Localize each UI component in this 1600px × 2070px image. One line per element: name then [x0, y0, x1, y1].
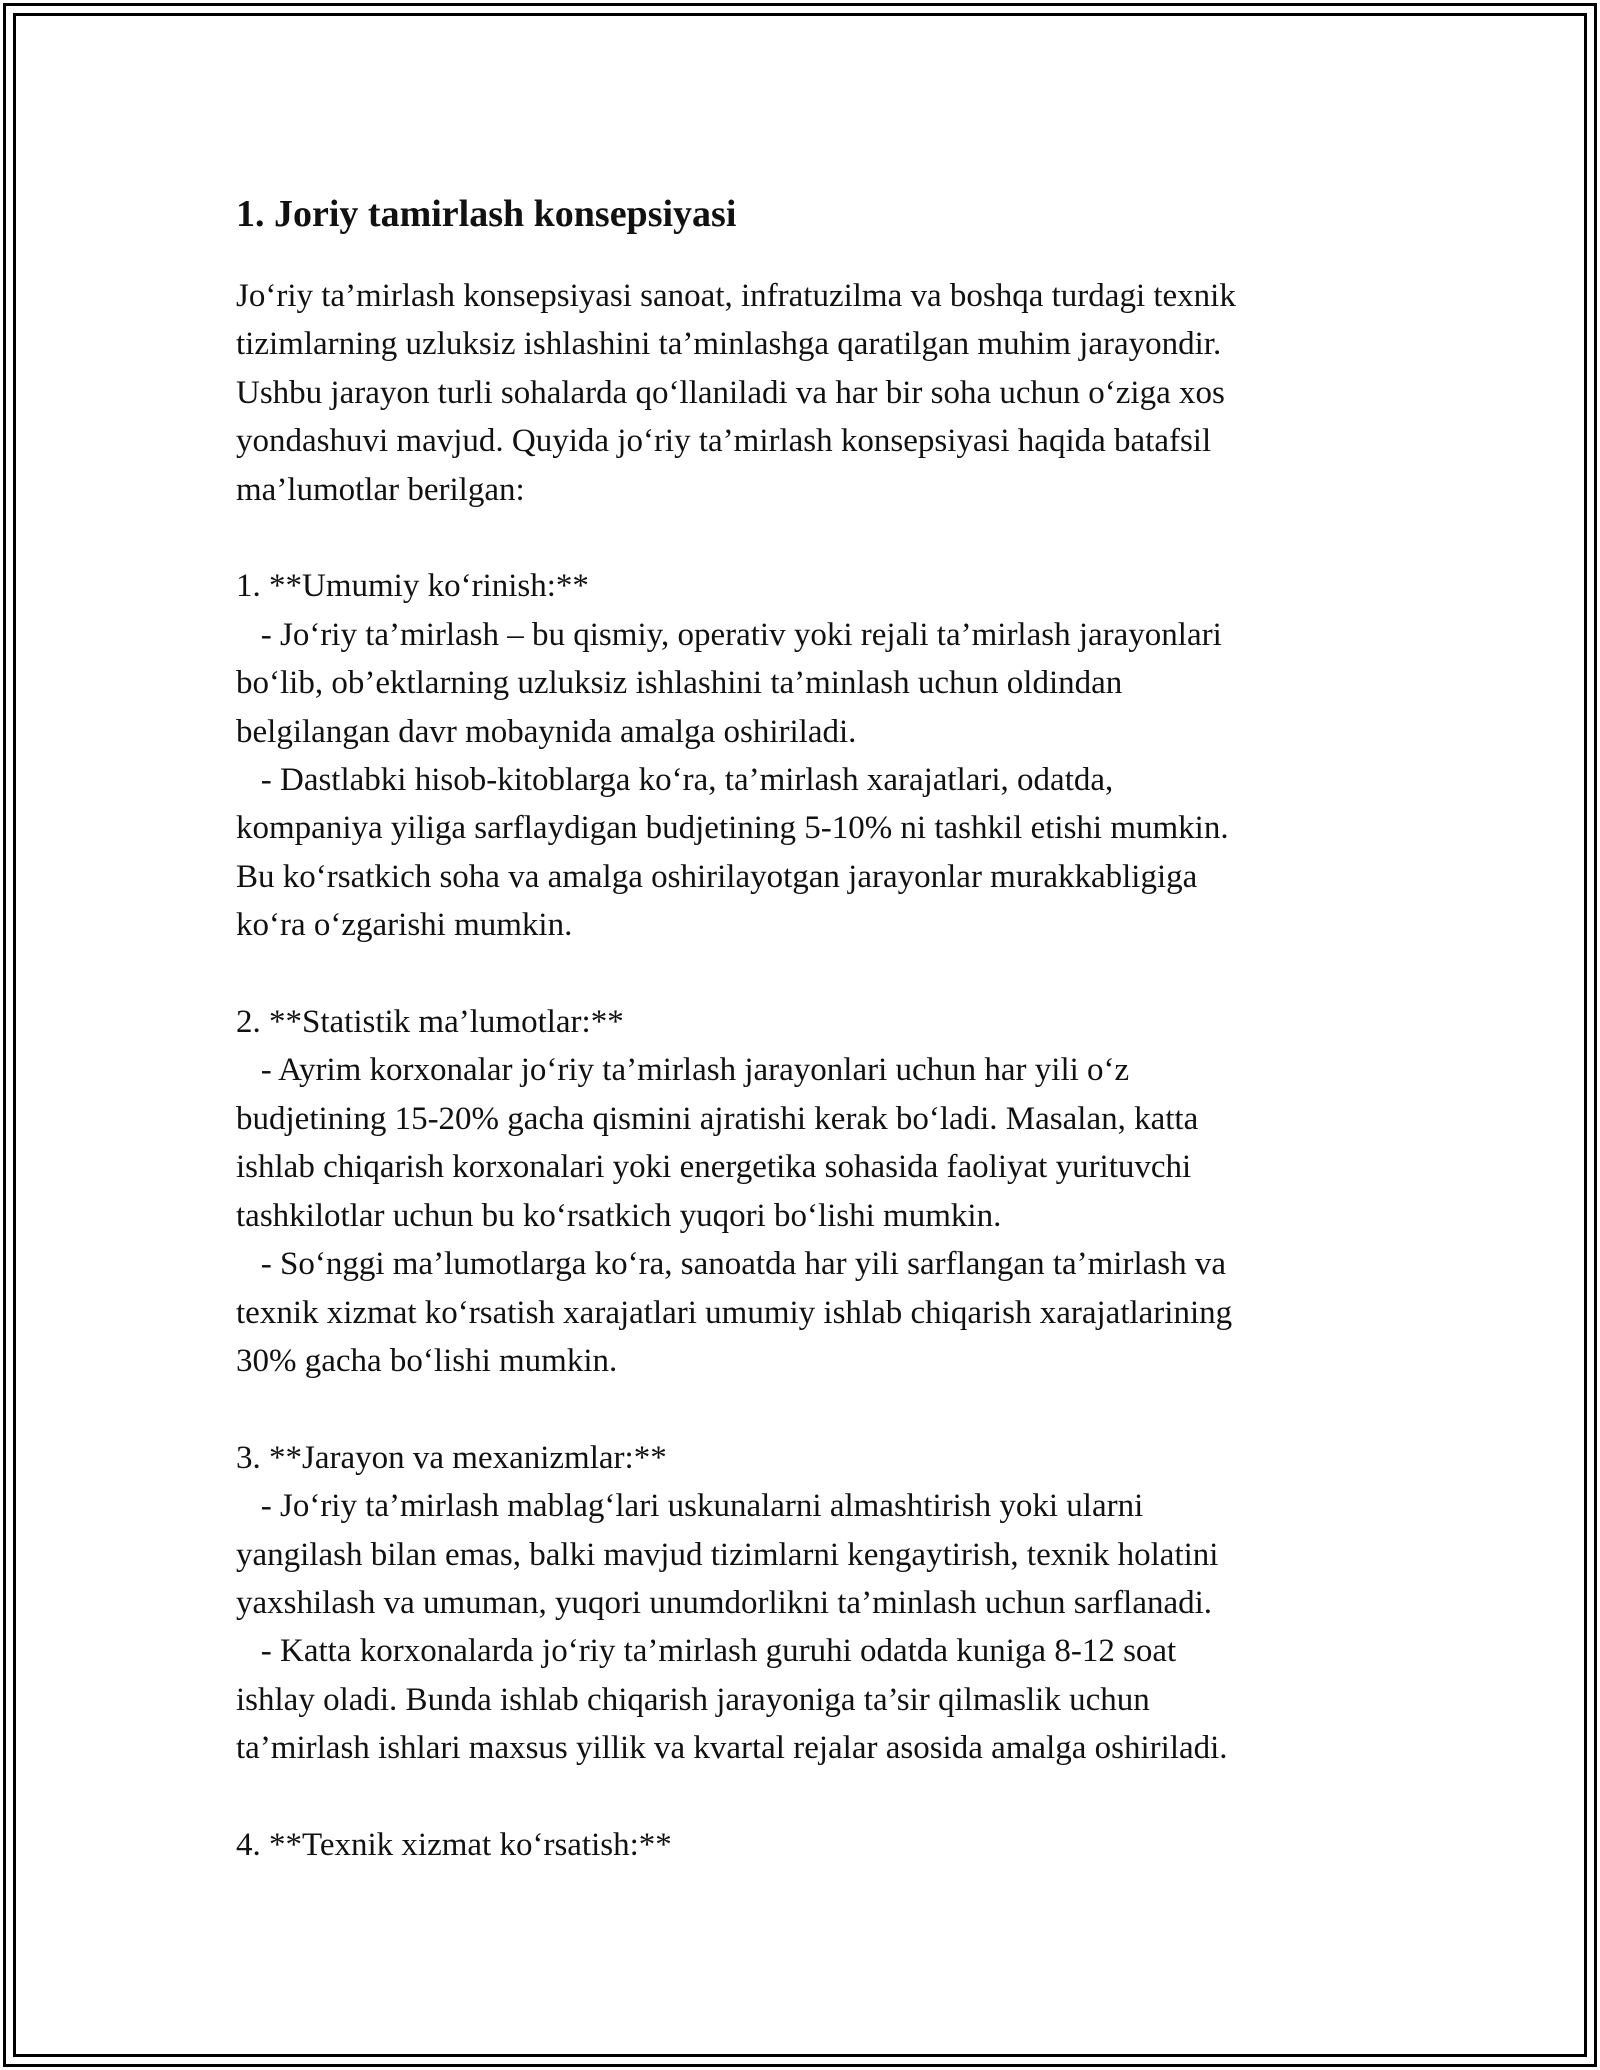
intro-paragraph: Jo‘riy ta’mirlash konsepsiyasi sanoat, infratuzilma va boshqa turdagi texnik tizimlarning uzluksiz ishlashini ta’minlashga qaratilgan muhim jarayondir. Ushbu jarayon turli sohalarda qo‘llaniladi va har bir soha uchun o‘ziga xos yondashuvi mavjud. Quyida jo‘riy ta’mirlash konsepsiyasi haqida batafsil ma’lumotlar berilgan: [236, 278, 1236, 508]
section-overview: 1. **Umumiy ko‘rinish:** - Jo‘riy ta’mirlash – bu qismiy, operativ yoki rejali ta’mirlash jarayonlari bo‘lib, ob’ektlarning uzluksiz ishlashini ta’minlash uchun oldindan belgilangan davr mobaynida amalga oshiriladi. - Dastlabki hisob-kitoblarga ko‘ra, ta’mirlash xarajatlari, odatda, kompaniya yiliga sarflaydigan budjetining 5-10% ni tashkil etishi mumkin. Bu ko‘rsatkich soha va amalga oshirilayotgan jarayonlar murakkabligiga ko‘ra o‘zgarishi mumkin. [236, 568, 1229, 944]
document-page [236, 186, 1366, 1869]
section-statistics: 2. **Statistik ma’lumotlar:** - Ayrim korxonalar jo‘riy ta’mirlash jarayonlari uchun har yili o‘z budjetining 15-20% gacha qismini ajratishi kerak bo‘ladi. Masalan, katta ishlab chiqarish korxonalari yoki energetika sohasida faoliyat yurituvchi tashkilotlar uchun bu ko‘rsatkich yuqori bo‘lishi mumkin. - So‘nggi ma’lumotlarga ko‘ra, sanoatda har yili sarflangan ta’mirlash va texnik xizmat ko‘rsatish xarajatlari umumiy ishlab chiqarish xarajatlarining 30% gacha bo‘lishi mumkin. [236, 1004, 1233, 1379]
section-process: 3. **Jarayon va mexanizmlar:** - Jo‘riy ta’mirlash mablag‘lari uskunalarni almashtirish yoki ularni yangilash bilan emas, balki mavjud tizimlarni kengaytirish, texnik holatini yaxshilash va umuman, yuqori unumdorlikni ta’minlash uchun sarflanadi. - Katta korxonalarda jo‘riy ta’mirlash guruhi odatda kuniga 8-12 soat ishlay oladi. Bunda ishlab chiqarish jarayoniga ta’sir qilmaslik uchun ta’mirlash ishlari maxsus yillik va kvartal rejalar asosida amalga oshiriladi. [236, 1439, 1228, 1767]
document-heading: 1. Joriy tamirlash konsepsiyasi [236, 193, 737, 235]
section-technical-service: 4. **Texnik xizmat ko‘rsatish:** [236, 1826, 672, 1863]
